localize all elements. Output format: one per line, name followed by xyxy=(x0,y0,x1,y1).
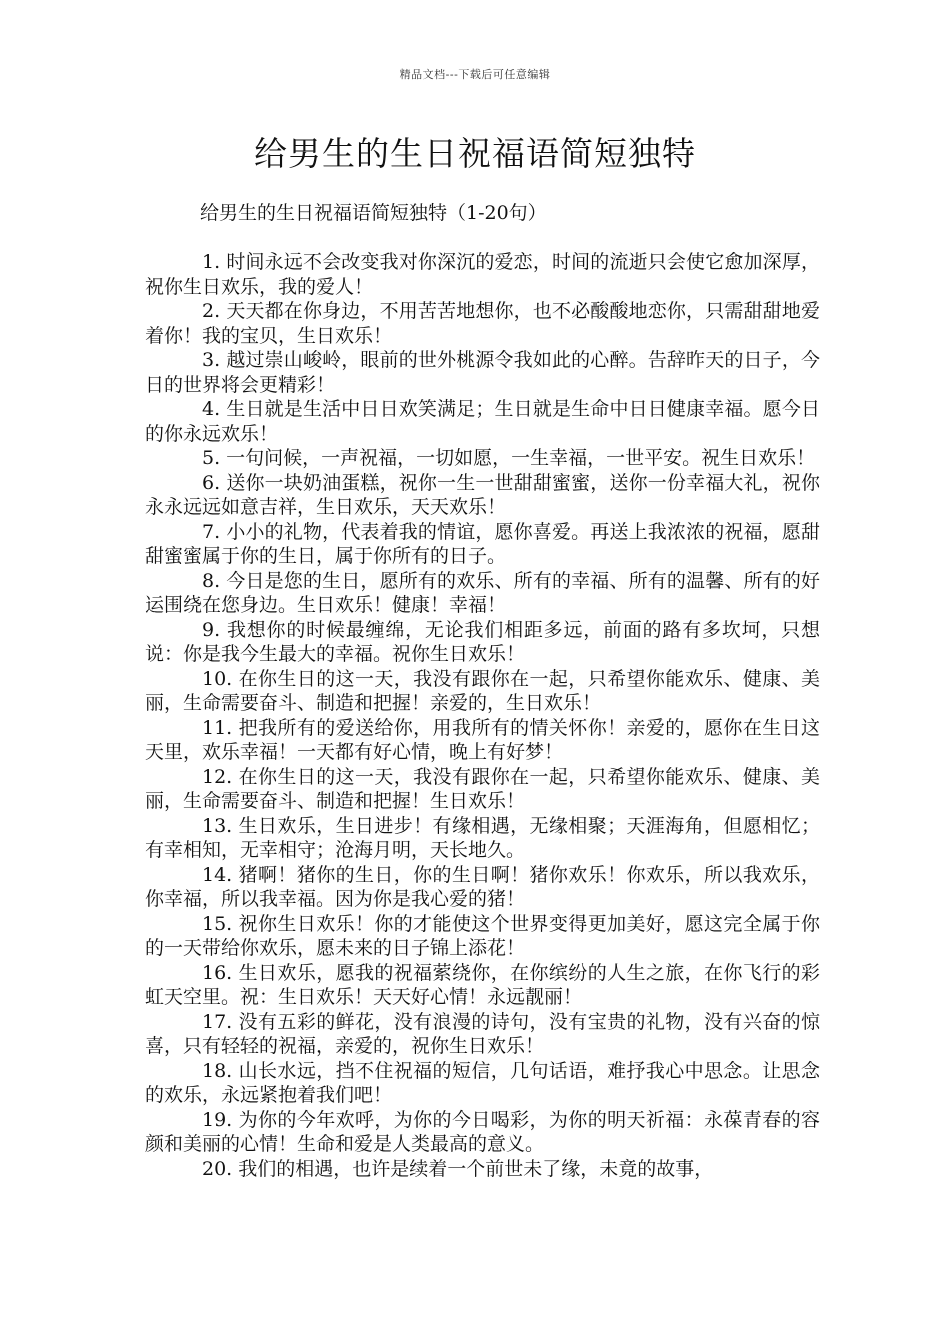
list-item: 9. 我想你的时候最缠绵，无论我们相距多远，前面的路有多坎坷，只想说：你是我今生最大的幸福。祝你生日欢乐！ xyxy=(145,618,820,665)
list-item: 4. 生日就是生活中日日欢笑满足；生日就是生命中日日健康幸福。愿今日的你永远欢乐！ xyxy=(145,398,820,445)
list-item: 7. 小小的礼物，代表着我的情谊，愿你喜爱。再送上我浓浓的祝福，愿甜甜蜜蜜属于你的生日，属于你所有的日子。 xyxy=(145,520,820,567)
list-item: 20. 我们的相遇，也许是续着一个前世未了缘，未竟的故事， xyxy=(202,1157,714,1180)
list-item: 10. 在你生日的这一天，我没有跟你在一起，只希望你能欢乐、健康、美丽，生命需要奋斗、制造和把握！亲爱的，生日欢乐！ xyxy=(145,667,820,714)
list-item: 15. 祝你生日欢乐！你的才能使这个世界变得更加美好，愿这完全属于你的一天带给你欢乐，愿未来的日子锦上添花！ xyxy=(145,912,820,959)
list-item: 5. 一句问候，一声祝福，一切如愿，一生幸福，一世平安。祝生日欢乐！ xyxy=(202,447,816,469)
list-item: 18. 山长水远，挡不住祝福的短信，几句话语，难抒我心中思念。让思念的欢乐，永远紧抱着我们吧！ xyxy=(145,1059,820,1106)
list-item: 6. 送你一块奶油蛋糕，祝你一生一世甜甜蜜蜜，送你一份幸福大礼，祝你永永远远如意吉祥，生日欢乐，天天欢乐！ xyxy=(145,471,820,518)
blessing-list xyxy=(145,250,820,1181)
list-item: 16. 生日欢乐，愿我的祝福萦绕你，在你缤纷的人生之旅，在你飞行的彩虹天空里。祝：生日欢乐！天天好心情！永远靓丽！ xyxy=(145,961,820,1008)
list-item: 12. 在你生日的这一天，我没有跟你在一起，只希望你能欢乐、健康、美丽，生命需要奋斗、制造和把握！生日欢乐！ xyxy=(145,765,820,812)
header-note: 精品文档---下载后可任意编辑 xyxy=(399,68,551,81)
document-title: 给男生的生日祝福语简短独特 xyxy=(254,134,696,173)
list-item: 1. 时间永远不会改变我对你深沉的爱恋，时间的流逝只会使它愈加深厚，祝你生日欢乐，我的爱人！ xyxy=(145,251,820,298)
list-item: 8. 今日是您的生日，愿所有的欢乐、所有的幸福、所有的温馨、所有的好运围绕在您身边。生日欢乐！健康！幸福！ xyxy=(145,569,820,616)
list-item: 14. 猪啊！猪你的生日，你的生日啊！猪你欢乐！你欢乐，所以我欢乐，你幸福，所以我幸福。因为你是我心爱的猪！ xyxy=(145,863,820,910)
list-item: 2. 天天都在你身边，不用苦苦地想你，也不必酸酸地恋你，只需甜甜地爱着你！我的宝贝，生日欢乐！ xyxy=(145,300,820,347)
list-item: 13. 生日欢乐，生日进步！有缘相遇，无缘相聚；天涯海角，但愿相忆；有幸相知，无幸相守；沧海月明，天长地久。 xyxy=(145,814,820,861)
list-item: 19. 为你的今年欢呼，为你的今日喝彩，为你的明天祈福：永葆青春的容颜和美丽的心情！生命和爱是人类最高的意义。 xyxy=(145,1108,820,1155)
list-item: 17. 没有五彩的鲜花，没有浪漫的诗句，没有宝贵的礼物，没有兴奋的惊喜，只有轻轻的祝福，亲爱的，祝你生日欢乐！ xyxy=(145,1010,820,1057)
list-item: 11. 把我所有的爱送给你，用我所有的情关怀你！亲爱的，愿你在生日这天里，欢乐幸福！一天都有好心情，晚上有好梦！ xyxy=(145,716,820,763)
document-subtitle: 给男生的生日祝福语简短独特（1-20句） xyxy=(200,202,547,224)
list-item: 3. 越过崇山峻岭，眼前的世外桃源令我如此的心醉。告辞昨天的日子，今日的世界将会更精彩！ xyxy=(145,349,820,396)
